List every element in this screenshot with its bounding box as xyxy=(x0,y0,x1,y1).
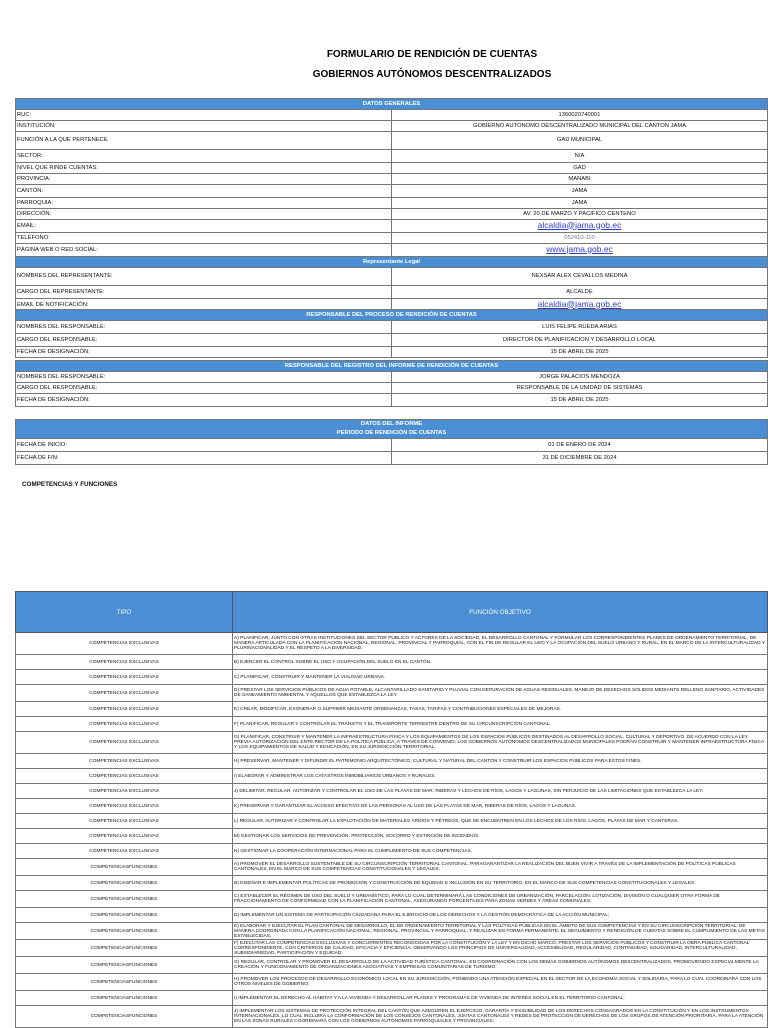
field-label: INSTITUCIÓN: xyxy=(16,121,392,132)
notification-email-link[interactable]: alcaldia@jama.gob.ec xyxy=(537,298,622,309)
table-row xyxy=(16,334,768,347)
tipo-cell: COMPETENCIAS EXCLUSIVAS xyxy=(16,732,233,754)
funcion-cell: C) PLANIFICAR, CONSTRUIR Y MANTENER LA VIALIDAD URBANA. xyxy=(233,670,768,685)
table-row xyxy=(16,233,768,244)
field-label: PÁGINA WEB O RED SOCIAL: xyxy=(16,244,392,257)
tipo-cell: COMPETENCIASFUNCIONES xyxy=(16,876,233,891)
field-label: EMAIL: xyxy=(16,220,392,233)
field-value: JAMA xyxy=(392,185,768,198)
field-label: NIVEL QUE RINDE CUENTAS: xyxy=(16,163,392,174)
table-row xyxy=(16,185,768,198)
field-value: LUIS FELIPE RUEDA ARIAS xyxy=(392,321,768,334)
table-row xyxy=(16,991,768,1006)
field-label: FECHA DE INICIO: xyxy=(16,439,392,452)
table-row xyxy=(16,439,768,452)
funcion-cell: D) PRESTAR LOS SERVICIOS PÚBLICOS DE AGUA POTABLE, ALCANTARILLADO SANITARIO Y PLUVIAL CON DEPURACIÓN DE AGUAS RESIDUALES, MANEJO DE DESECHOS SÓLIDOS MEDIANTE RELLENO SANITARIO, ACTIVIDADES DE SANEAMIENTO AMBIENTAL Y AQUELLOS QUE ESTABLEZCA LA LEY. xyxy=(233,685,768,702)
table-row xyxy=(16,244,768,257)
phone-value: 052410-110 xyxy=(392,233,768,244)
table-row xyxy=(16,814,768,829)
field-value: DIRECTOR DE PLANIFICACION Y DESARROLLO LOCAL xyxy=(392,334,768,347)
datos-informe-heading xyxy=(16,420,768,439)
funcion-column-header: FUNCIÓN OBJETIVO xyxy=(233,592,768,633)
field-label: FUNCIÓN A LA QUE PERTENECE xyxy=(16,132,392,150)
table-row xyxy=(16,908,768,923)
table-row xyxy=(16,655,768,670)
tipo-column-header: TIPO xyxy=(16,592,233,633)
field-value: 15 DE ABRIL DE 2025 xyxy=(392,347,768,358)
field-label: CANTÓN: xyxy=(16,185,392,198)
field-value: 01 DE ENERO DE 2024 xyxy=(392,439,768,452)
funcion-cell: N) GESTIONAR LA COOPERACIÓN INTERNACIONAL PARA EL CUMPLIMIENTO DE SUS COMPETENCIAS. xyxy=(233,844,768,859)
table-row xyxy=(16,670,768,685)
field-value: 31 DE DICIEMBRE DE 2024 xyxy=(392,452,768,465)
table-row xyxy=(16,383,768,394)
funcion-cell: G) PLANIFICAR, CONSTRUIR Y MANTENER LA INFRAESTRUCTURA FÍSICA Y LOS EQUIPAMIENTOS DE LOS ESPACIOS PÚBLICOS DESTINADOS AL DESARROLLO SOCIAL, CULTURAL Y DEPORTIVO, DE ACUERDO CON LA LEY. PREVIA AUTORIZACIÓN DEL ENTE RECTOR DE LA POLÍTICA PÚBLICA, A TRAVÉS DE CONVENIO, LOS GOBIERNOS AUTÓNOMOS DESCENTRALIZADOS MUNICIPALES PODRÁN CONSTRUIR Y MANTENER INFRAESTRUCTURA FÍSICA Y LOS EQUIPAMIENTOS DE SALUD Y EDUCACIÓN, EN SU JURISDICCIÓN TERRITORIAL. xyxy=(233,732,768,754)
field-value: 15 DE ABRIL DE 2025 xyxy=(392,394,768,407)
table-row xyxy=(16,209,768,220)
funcion-cell: L) REGULAR, AUTORIZAR Y CONTROLAR LA EXPLOTACIÓN DE MATERIALES ÁRIDOS Y PÉTREOS, QUE SE ENCUENTREN EN LOS LECHOS DE LOS RÍOS, LAGOS, PLAYAS DE MAR Y CANTERAS. xyxy=(233,814,768,829)
table-row xyxy=(16,121,768,132)
tipo-cell: COMPETENCIASFUNCIONES xyxy=(16,1006,233,1028)
table-row xyxy=(16,717,768,732)
table-row xyxy=(16,702,768,717)
funcion-cell: D) IMPLEMENTAR UN SISTEMA DE PARTICIPACIÓN CIUDADANA PARA EL EJERCICIO DE LOS DERECHOS Y LA GESTIÓN DEMOCRÁTICA DE LA ACCIÓN MUNICIPAL; xyxy=(233,908,768,923)
table-row xyxy=(16,198,768,209)
responsable-proceso-heading: RESPONSABLE DEL PROCESO DE RENDICIÓN DE CUENTAS xyxy=(16,310,768,321)
table-row xyxy=(16,754,768,769)
table-row xyxy=(16,150,768,163)
funcion-cell: C) ESTABLECER EL RÉGIMEN DE USO DEL SUELO Y URBANÍSTICO, PARA LO CUAL DETERMINARÁ LAS CONDICIONES DE URBANIZACIÓN, PARCELACIÓN, LOTIZACIÓN, DIVISIÓN O CUALQUIER OTRA FORMA DE FRACCIONAMIENTO DE CONFORMIDAD CON LA PLANIFICACIÓN CANTONAL, ASEGURANDO PORCENTAJES PARA ZONAS VERDES Y ÁREAS COMUNALES; xyxy=(233,891,768,908)
tipo-cell: COMPETENCIAS EXCLUSIVAS xyxy=(16,799,233,814)
field-label: CARGO DEL REPRESENTANTE: xyxy=(16,286,392,299)
field-value: RESPONSABLE DE LA UNIDAD DE SISTEMAS xyxy=(392,383,768,394)
field-value: MANABI xyxy=(392,174,768,185)
table-row xyxy=(16,163,768,174)
funcion-cell: M) GESTIONAR LOS SERVICIOS DE PREVENCIÓN, PROTECCIÓN, SOCORRO Y EXTINCIÓN DE INCENDIOS. xyxy=(233,829,768,844)
table-row xyxy=(16,1006,768,1028)
field-label: NOMBRES DEL RESPONSABLE: xyxy=(16,372,392,383)
funcion-cell: I) IMPLEMENTAR EL DERECHO AL HÁBITAT Y A LA VIVIENDA Y DESARROLLAR PLANES Y PROGRAMAS DE VIVIENDA DE INTERÉS SOCIAL EN EL TERRITORIO CANTONAL; xyxy=(233,991,768,1006)
table-row xyxy=(16,633,768,655)
funcion-cell: J) IMPLEMENTAR LOS SISTEMAS DE PROTECCIÓN INTEGRAL DEL CANTÓN QUE ASEGUREN EL EJERCICIO, GARANTÍA Y EXIGIBILIDAD DE LOS DERECHOS CONSAGRADOS EN LA CONSTITUCIÓN Y EN LOS INSTRUMENTOS INTERNACIONALES, LO CUAL INCLUIRÁ LA CONFORMACIÓN DE LOS CONSEJOS CANTONALES, JUNTAS CANTONALES Y REDES DE PROTECCIÓN DE DERECHOS DE LOS GRUPOS DE ATENCIÓN PRIORITARIA. PARA LA ATENCIÓN EN LAS ZONAS RURALES COORDINARÁ CON LOS GOBIERNOS AUTÓNOMOS PARROQUIALES Y PROVINCIALES; xyxy=(233,1006,768,1028)
funcion-cell: J) DELIMITAR, REGULAR, AUTORIZAR Y CONTROLAR EL USO DE LAS PLAYAS DE MAR, RIBERAS Y LECHOS DE RÍOS, LAGOS Y LAGUNAS, SIN PERJUICIO DE LAS LIMITACIONES QUE ESTABLEZCA LA LEY. xyxy=(233,784,768,799)
field-label: FECHA DE DESIGNACIÓN: xyxy=(16,347,392,358)
funcion-cell: H) PROMOVER LOS PROCESOS DE DESARROLLO ECONÓMICO LOCAL EN SU JURISDICCIÓN, PONIENDO UNA ATENCIÓN ESPECIAL EN EL SECTOR DE LA ECONOMÍA SOCIAL Y SOLIDARIA, PARA LO CUAL COORDINARÁ CON LOS OTROS NIVELES DE GOBIERNO; xyxy=(233,974,768,991)
tipo-cell: COMPETENCIAS EXCLUSIVAS xyxy=(16,769,233,784)
tipo-cell: COMPETENCIAS EXCLUSIVAS xyxy=(16,655,233,670)
website-link[interactable]: www.jama.gob.ec xyxy=(546,243,613,254)
field-label: PARROQUIA: xyxy=(16,198,392,209)
funcion-cell: F) PLANIFICAR, REGULAR Y CONTROLAR EL TRÁNSITO Y EL TRANSPORTE TERRESTRE DENTRO DE SU CIRCUNSCRIPCIÓN CANTONAL. xyxy=(233,717,768,732)
table-row xyxy=(16,732,768,754)
table-row xyxy=(16,132,768,150)
periodo-title: PERIODO DE RENDICIÓN DE CUENTAS xyxy=(336,430,447,436)
funcion-cell: K) PRESERVAR Y GARANTIZAR EL ACCESO EFECTIVO DE LAS PERSONAS AL USO DE LAS PLAYAS DE MAR, RIBERAS DE RÍOS, LAGOS Y LAGUNAS. xyxy=(233,799,768,814)
funcion-cell: I) ELABORAR Y ADMINISTRAR LOS CATASTROS INMOBILIARIOS URBANOS Y RURALES. xyxy=(233,769,768,784)
field-label: PROVINCIA: xyxy=(16,174,392,185)
tipo-cell: COMPETENCIAS EXCLUSIVAS xyxy=(16,844,233,859)
field-label: FECHA DE DESIGNACIÓN: xyxy=(16,394,392,407)
table-row xyxy=(16,923,768,940)
table-row xyxy=(16,268,768,286)
field-label: EMAIL DE NOTIFICACIÓN: xyxy=(16,299,392,312)
datos-informe-table xyxy=(15,419,768,465)
tipo-cell: COMPETENCIAS EXCLUSIVAS xyxy=(16,814,233,829)
field-value: GAD xyxy=(392,163,768,174)
table-row xyxy=(16,974,768,991)
datos-generales-heading: DATOS GENERALES xyxy=(16,99,768,110)
field-value: 1360020740001 xyxy=(392,110,768,121)
field-label: NOMBRES DEL REPRESENTANTE: xyxy=(16,268,392,286)
field-value: N/A xyxy=(392,150,768,163)
tipo-cell: COMPETENCIASFUNCIONES xyxy=(16,940,233,957)
field-label: DIRECCIÓN: xyxy=(16,209,392,220)
form-subtitle: GOBIERNOS AUTÓNOMOS DESCENTRALIZADOS xyxy=(312,69,552,80)
table-row xyxy=(16,452,768,465)
competencias-table xyxy=(15,591,768,1028)
field-label: CARGO DEL RESPONSABLE: xyxy=(16,383,392,394)
field-label: FECHA DE FIN: xyxy=(16,452,392,465)
tipo-cell: COMPETENCIASFUNCIONES xyxy=(16,991,233,1006)
field-value: NEXSAR ALEX CEVALLOS MEDINA xyxy=(392,268,768,286)
table-row xyxy=(16,286,768,299)
tipo-cell: COMPETENCIASFUNCIONES xyxy=(16,923,233,940)
field-label: RUC: xyxy=(16,110,392,121)
representante-legal-table xyxy=(15,256,768,312)
table-row xyxy=(16,940,768,957)
table-row xyxy=(16,220,768,233)
table-row xyxy=(16,372,768,383)
field-label: NOMBRES DEL RESPONSABLE: xyxy=(16,321,392,334)
responsable-registro-table xyxy=(15,360,768,407)
funcion-cell: E) ELABORAR Y EJECUTAR EL PLAN CANTONAL DE DESARROLLO, EL DE ORDENAMIENTO TERRITORIAL Y LAS POLÍTICAS PÚBLICAS EN EL ÁMBITO DE SUS COMPETENCIAS Y EN SU CIRCUNSCRIPCIÓN TERRITORIAL, DE MANERA COORDINADA CON LA PLANIFICACIÓN NACIONAL, REGIONAL, PROVINCIAL Y PARROQUIAL, Y REALIZAR EN FORMA PERMANENTE, EL SEGUIMIENTO Y RENDICIÓN DE CUENTAS SOBRE EL CUMPLIMIENTO DE LAS METAS ESTABLECIDAS; xyxy=(233,923,768,940)
tipo-cell: COMPETENCIAS EXCLUSIVAS xyxy=(16,784,233,799)
field-label: SECTOR: xyxy=(16,150,392,163)
table-row xyxy=(16,110,768,121)
field-label: TELÉFONO: xyxy=(16,233,392,244)
tipo-cell: COMPETENCIAS EXCLUSIVAS xyxy=(16,717,233,732)
tipo-cell: COMPETENCIASFUNCIONES xyxy=(16,908,233,923)
funcion-cell: E) CREAR, MODIFICAR, EXONERAR O SUPRIMIR MEDIANTE ORDENANZAS, TASAS, TARIFAS Y CONTRIBUCIONES ESPECIALES DE MEJORAS. xyxy=(233,702,768,717)
field-value: AV. 20 DE MARZO Y PACIFICO CENTENO xyxy=(392,209,768,220)
table-row xyxy=(16,799,768,814)
form-title: FORMULARIO DE RENDICIÓN DE CUENTAS xyxy=(326,49,538,60)
funcion-cell: A) PROMOVER EL DESARROLLO SUSTENTABLE DE SU CIRCUNSCRIPCIÓN TERRITORIAL CANTONAL, PARAGARANTIZAR LA REALIZACIÓN DEL BUEN VIVIR A TRAVÉS DE LA IMPLEMENTACIÓN DE POLÍTICAS PÚBLICAS CANTONALES, EN EL MARCO DE SUS COMPETENCIAS CONSTITUCIONALES Y LEGALES; xyxy=(233,859,768,876)
table-row xyxy=(16,876,768,891)
competencias-label: COMPETENCIAS Y FUNCIONES xyxy=(22,481,118,488)
table-row xyxy=(16,174,768,185)
tipo-cell: COMPETENCIASFUNCIONES xyxy=(16,957,233,974)
tipo-cell: COMPETENCIAS EXCLUSIVAS xyxy=(16,702,233,717)
funcion-cell: F) EJECUTAR LAS COMPETENCIAS EXCLUSIVAS Y CONCURRENTES RECONOCIDAS POR LA CONSTITUCIÓN Y LA LEY Y EN DICHO MARCO, PRESTAR LOS SERVICIOS PÚBLICOS Y CONSTRUIR LA OBRA PÚBLICA CANTONAL CORRESPONDIENTE, CON CRITERIOS DE CALIDAD, EFICACIA Y EFICIENCIA, OBSERVANDO LOS PRINCIPIOS DE UNIVERSALIDAD, ACCESIBILIDAD, REGULARIDAD, CONTINUIDAD, SOLIDARIDAD, INTERCULTURALIDAD, SUBSIDIARIEDAD, PARTICIPACIÓN Y EQUIDAD; xyxy=(233,940,768,957)
tipo-cell: COMPETENCIASFUNCIONES xyxy=(16,974,233,991)
tipo-cell: COMPETENCIAS EXCLUSIVAS xyxy=(16,754,233,769)
datos-generales-table xyxy=(15,98,768,257)
field-value: JORGE PALACIOS MENDOZA xyxy=(392,372,768,383)
tipo-cell: COMPETENCIAS EXCLUSIVAS xyxy=(16,633,233,655)
table-row xyxy=(16,844,768,859)
table-row xyxy=(16,347,768,358)
email-link[interactable]: alcaldia@jama.gob.ec xyxy=(537,219,622,230)
table-row xyxy=(16,829,768,844)
funcion-cell: A) PLANIFICAR, JUNTO CON OTRAS INSTITUCIONES DEL SECTOR PÚBLICO Y ACTORES DE LA SOCIEDAD, EL DESARROLLO CANTONAL Y FORMULAR LOS CORRESPONDIENTES PLANES DE ORDENAMIENTO TERRITORIAL, DE MANERA ARTICULADA CON LA PLANIFICACIÓN NACIONAL, REGIONAL, PROVINCIAL Y PARROQUIAL, CON EL FIN DE REGULAR EL USO Y LA OCUPACIÓN DEL SUELO URBANO Y RURAL, EN EL MARCO DE LA INTERCULTURALIDAD Y PLURINACIONALIDAD Y EL RESPETO A LA DIVERSIDAD. xyxy=(233,633,768,655)
tipo-cell: COMPETENCIAS EXCLUSIVAS xyxy=(16,829,233,844)
responsable-proceso-table xyxy=(15,309,768,358)
tipo-cell: COMPETENCIAS EXCLUSIVAS xyxy=(16,670,233,685)
table-row xyxy=(16,394,768,407)
tipo-cell: COMPETENCIASFUNCIONES xyxy=(16,891,233,908)
responsable-registro-heading: RESPONSABLE DEL REGISTRO DEL INFORME DE RENDICIÓN DE CUENTAS xyxy=(16,361,768,372)
field-label: CARGO DEL RESPONSABLE: xyxy=(16,334,392,347)
tipo-cell: COMPETENCIASFUNCIONES xyxy=(16,859,233,876)
funcion-cell: G) REGULAR, CONTROLAR Y PROMOVER EL DESARROLLO DE LA ACTIVIDAD TURÍSTICA CANTONAL, EN COORDINACIÓN CON LOS DEMÁS GOBIERNOS AUTÓNOMOS DESCENTRALIZADOS, PROMOVIENDO ESPECIALMENTE LA CREACIÓN Y FUNCIONAMIENTO DE ORGANIZACIONES ASOCIATIVAS Y EMPRESAS COMUNITARIAS DE TURISMO; xyxy=(233,957,768,974)
funcion-cell: B) EJERCER EL CONTROL SOBRE EL USO Y OCUPACIÓN DEL SUELO EN EL CANTÓN. xyxy=(233,655,768,670)
table-row xyxy=(16,859,768,876)
competencias-body xyxy=(16,633,768,1028)
table-row xyxy=(16,957,768,974)
funcion-cell: B) DISEÑAR E IMPLEMENTAR POLÍTICAS DE PROMOCIÓN Y CONSTRUCCIÓN DE EQUIDAD E INCLUSIÓN EN SU TERRITORIO, EN EL MARCO DE SUS COMPETENCIAS CONSTITUCIONALES Y LEGALES. xyxy=(233,876,768,891)
tipo-cell: COMPETENCIAS EXCLUSIVAS xyxy=(16,685,233,702)
representante-legal-heading: Representante Legal xyxy=(16,257,768,268)
field-value: JAMA xyxy=(392,198,768,209)
table-row xyxy=(16,321,768,334)
table-row xyxy=(16,685,768,702)
datos-informe-title: DATOS DEL INFORME xyxy=(360,421,423,427)
field-value: ALCALDE xyxy=(392,286,768,299)
funcion-cell: H) PRESERVAR, MANTENER Y DIFUNDIR EL PATRIMONIO ARQUITECTÓNICO, CULTURAL Y NATURAL DEL CANTÓN Y CONSTRUIR LOS ESPACIOS PÚBLICOS PARA ESTOS FINES. xyxy=(233,754,768,769)
table-row xyxy=(16,784,768,799)
table-row xyxy=(16,891,768,908)
table-row xyxy=(16,769,768,784)
field-value: GOBIERNO AUTONOMO DESCENTRALIZADO MUNICIPAL DEL CANTON JAMA xyxy=(392,121,768,132)
field-value: GAD MUNICIPAL xyxy=(392,132,768,150)
